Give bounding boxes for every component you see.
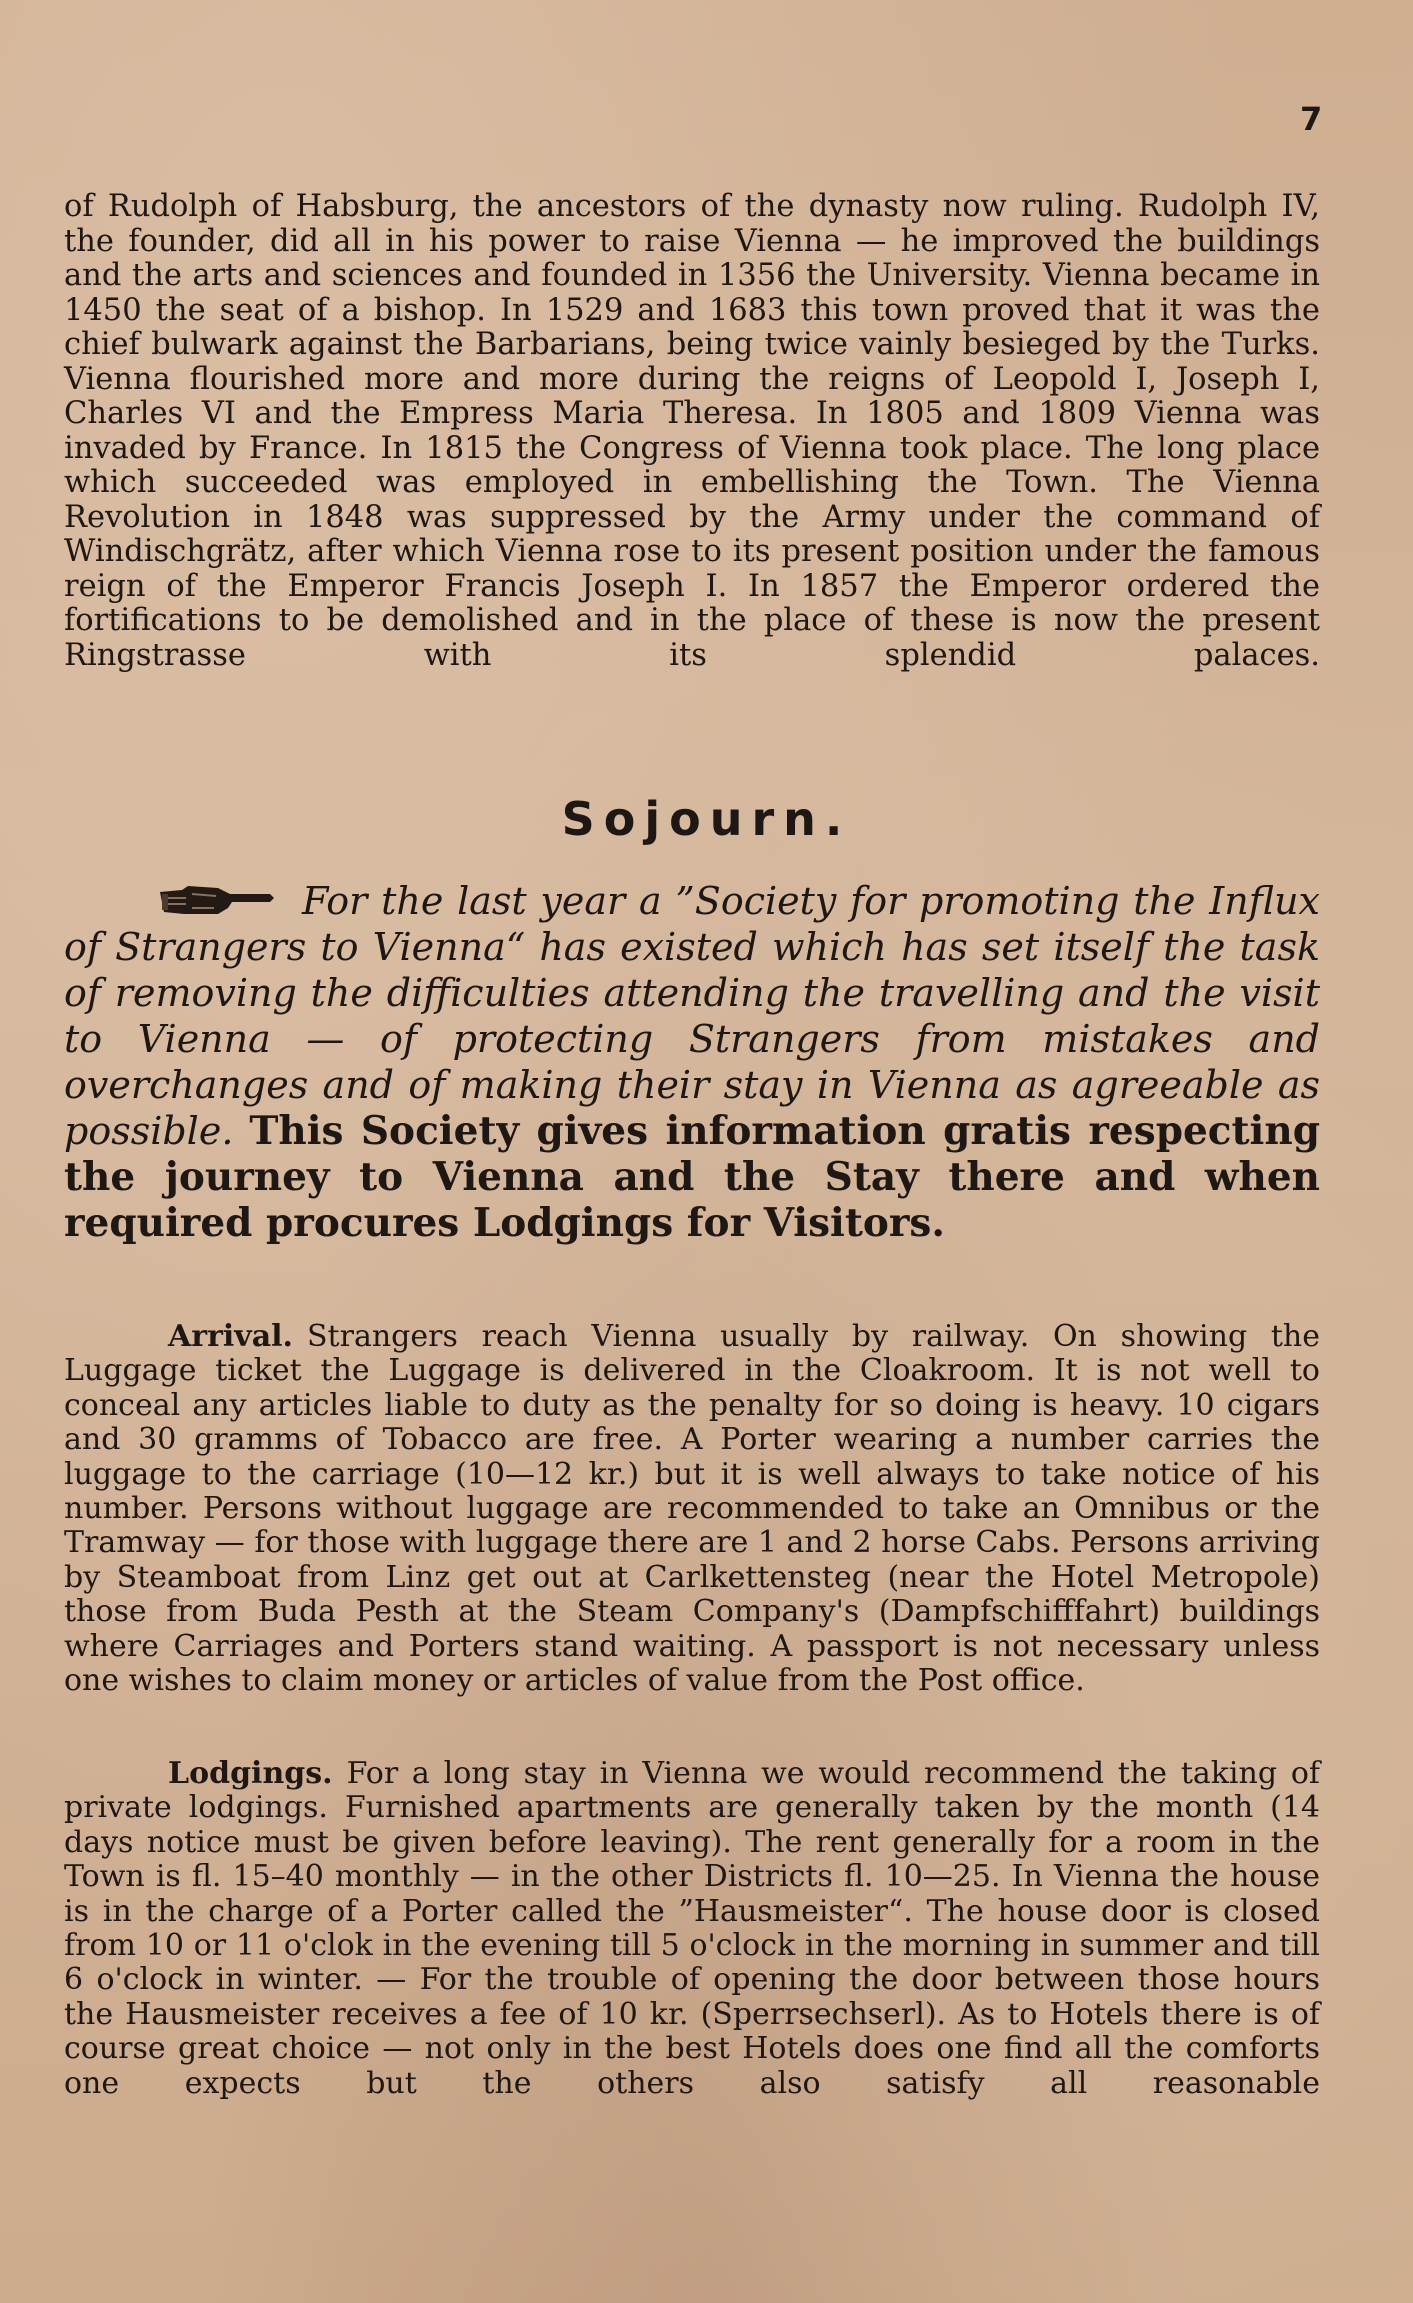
society-bold-text: This Society gives information gratis respecting the journey to Vienna and the Stay there and when required procures Lodgings for Visitors. xyxy=(64,1108,1320,1246)
pointing-hand-icon xyxy=(158,882,276,916)
arrival-heading: Arrival. xyxy=(168,1319,293,1354)
page-number: 7 xyxy=(1300,100,1323,138)
lodgings-heading: Lodgings. xyxy=(168,1756,333,1791)
lodgings-paragraph xyxy=(64,1757,1320,2101)
history-paragraph: of Rudolph of Habsburg, the ancestors of the dynasty now ruling. Rudolph IV, the founder, did all in his power to raise Vienna — he improved the buildings and the arts and sciences and founded in 1356 the University. Vienna became in 1450 the seat of a bishop. In 1529 and 1683 this town proved that it was the chief bulwark against the Barbarians, being twice vainly besieged by the Turks. Vienna flourished more and more during the reigns of Leopold I, Joseph I, Charles VI and the Empress Maria Theresa. In 1805 and 1809 Vienna was invaded by France. In 1815 the Congress of Vienna took place. The long place which succeeded was employed in embellishing the Town. The Vienna Revolution in 1848 was suppressed by the Army under the command of Windischgrätz, after which Vienna rose to its present position under the famous reign of the Emperor Francis Joseph I. In 1857 the Emperor ordered the fortifications to be demolished and in the place of these is now the present Ringstrasse with its splendid palaces. xyxy=(64,189,1320,673)
section-heading: Sojourn. xyxy=(561,792,852,846)
arrival-paragraph xyxy=(64,1320,1320,1698)
society-paragraph xyxy=(64,878,1320,1246)
society-italic-text: For the last year a ”Society for promoting the Influx of Strangers to Vienna“ has existed which has set itself the task of removing the difficulties attending the travelling and the visit to Vienna — of protecting Strangers from mistakes and overchanges and of making their stay in Vienna as agreeable as possible. xyxy=(64,879,1320,1153)
lodgings-text: For a long stay in Vienna we would recommend the taking of private lodgings. Furnished apartments are generally taken by the month (14 days notice must be given before leaving). The rent generally for a room in the Town is fl. 15–40 monthly — in the other Districts fl. 10—25. In Vienna the house is in the charge of a Porter called the ”Hausmeister“. The house door is closed from 10 or 11 o'clok in the evening till 5 o'clock in the morning in summer and till 6 o'clock in winter. — For the trouble of opening the door between those hours the Hausmeister receives a fee of 10 kr. (Sperrsechserl). As to Hotels there is of course great choice — not only in the best Hotels does one find all the comforts one expects but the others also satisfy all reasonable xyxy=(64,1756,1320,2101)
arrival-text: Strangers reach Vienna usually by railway. On showing the Luggage ticket the Luggage is delivered in the Cloakroom. It is not well to conceal any articles liable to duty as the penalty for so doing is heavy. 10 cigars and 30 gramms of Tobacco are free. A Porter wearing a number carries the luggage to the carriage (10—12 kr.) but it is well always to take notice of his number. Persons without luggage are recommended to take an Omnibus or the Tramway — for those with luggage there are 1 and 2 horse Cabs. Persons arriving by Steamboat from Linz get out at Carlkettensteg (near the Hotel Metropole) those from Buda Pesth at the Steam Company's (Dampfschifffahrt) buildings where Carriages and Porters stand waiting. A passport is not necessary unless one wishes to claim money or articles of value from the Post office. xyxy=(64,1319,1320,1699)
